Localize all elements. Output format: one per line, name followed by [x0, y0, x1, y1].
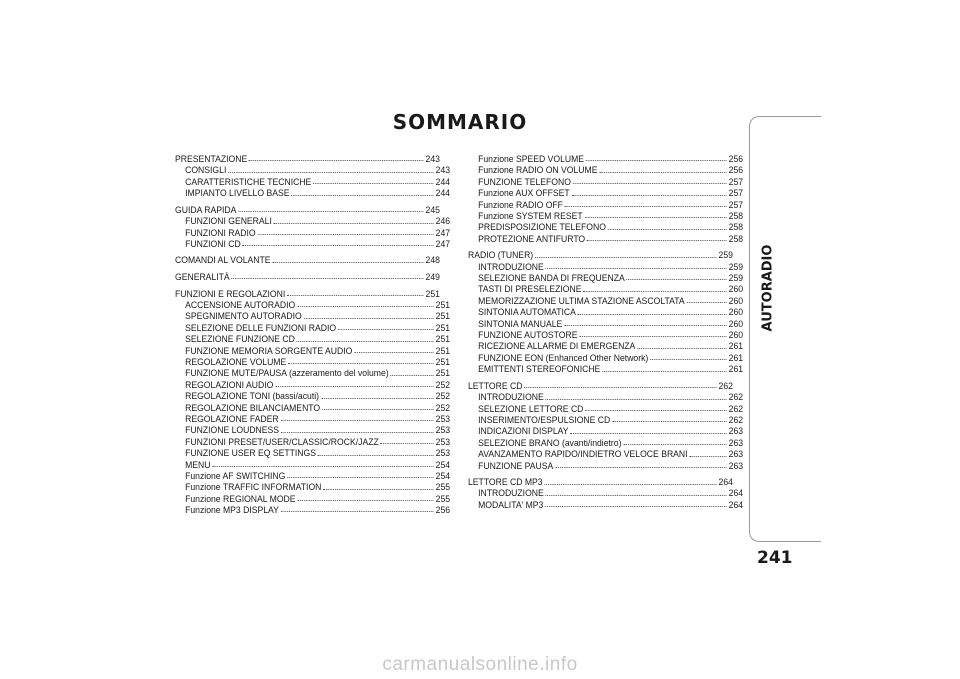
toc-entry-page: 253 [435, 447, 451, 459]
toc-entry-page: 246 [435, 215, 451, 227]
toc-entry-label: MENU [185, 458, 211, 470]
toc-entry[interactable] [468, 448, 743, 459]
toc-entry[interactable] [468, 340, 743, 351]
toc-entry-page: 262 [728, 391, 744, 403]
dot-leader [585, 410, 727, 411]
toc-entry-page: 256 [728, 152, 744, 164]
toc-entry[interactable] [175, 299, 450, 310]
toc-entry[interactable] [468, 329, 743, 340]
toc-entry-label: INTRODUZIONE [478, 260, 544, 272]
dot-leader [612, 421, 727, 422]
toc-entry-page: 256 [728, 164, 744, 176]
toc-entry[interactable] [468, 272, 743, 283]
toc-entry-label: INTRODUZIONE [478, 487, 544, 499]
toc-entry-label: SELEZIONE BRANO (avanti/indietro) [478, 436, 622, 448]
watermark: carmanualsonline.info [382, 654, 578, 675]
dot-leader [608, 229, 727, 230]
dot-leader [272, 262, 423, 263]
toc-entry-label: FUNZIONI GENERALI [185, 215, 272, 227]
toc-entry[interactable] [468, 403, 743, 414]
dot-leader [212, 466, 433, 467]
dot-leader [228, 172, 434, 173]
toc-entry-page: 259 [728, 272, 744, 284]
toc-entry-label: INDICAZIONI DISPLAY [478, 425, 569, 437]
toc-entry[interactable] [468, 164, 743, 175]
toc-entry-label: GUIDA RAPIDA [175, 203, 237, 215]
toc-entry-label: RICEZIONE ALLARME DI EMERGENZA [478, 340, 636, 352]
toc-entry-page: 253 [435, 424, 451, 436]
dot-leader [583, 291, 727, 292]
toc-entry-label: EMITTENTI STEREOFONICHE [478, 363, 601, 375]
toc-entry[interactable] [175, 204, 440, 215]
toc-entry-label: RADIO (TUNER) [468, 249, 534, 261]
dot-leader [587, 240, 727, 241]
dot-leader [578, 314, 727, 315]
toc-entry-label: FUNZIONE USER EQ SETTINGS [185, 447, 316, 459]
toc-entry-label: COMANDI AL VOLANTE [175, 254, 271, 266]
toc-entry-page: 247 [435, 237, 451, 249]
dot-leader [287, 295, 424, 296]
toc-entry-label: FUNZIONI RADIO [185, 226, 256, 238]
dot-leader [281, 432, 434, 433]
toc-entry[interactable] [175, 153, 440, 164]
toc-entry-page: 257 [728, 198, 744, 210]
toc-entry-page: 263 [728, 448, 744, 460]
dot-leader [249, 160, 424, 161]
toc-entry-page: 243 [435, 164, 451, 176]
toc-entry[interactable] [175, 424, 450, 435]
dot-leader [546, 268, 727, 269]
toc-entry[interactable] [175, 215, 450, 226]
toc-entry-page: 243 [425, 152, 440, 164]
toc-entry[interactable] [175, 413, 450, 424]
dot-leader [318, 455, 434, 456]
toc-entry[interactable] [175, 164, 450, 175]
toc-entry-label: REGOLAZIONE TONI (bassi/acuti) [185, 390, 320, 402]
dot-leader [602, 371, 727, 372]
toc-entry-label: CONSIGLI [185, 164, 227, 176]
toc-entry[interactable] [175, 187, 450, 198]
dot-leader [573, 183, 727, 184]
dot-leader [313, 183, 434, 184]
toc-entry[interactable] [468, 318, 743, 329]
dot-leader [637, 348, 727, 349]
toc-entry-page: 261 [728, 340, 744, 352]
toc-entry-page: 261 [728, 363, 744, 375]
toc-entry-page: 263 [728, 425, 744, 437]
toc-entry-label: PRESENTAZIONE [175, 152, 248, 164]
toc-entry-page: 262 [718, 379, 733, 391]
toc-entry-label: INSERIMENTO/ESPULSIONE CD [478, 413, 611, 425]
toc-entry-page: 247 [435, 226, 451, 238]
dot-leader [579, 336, 727, 337]
toc-entry-page: 253 [435, 412, 451, 424]
toc-left-column [175, 152, 451, 516]
dot-leader [321, 398, 434, 399]
dot-leader [275, 386, 434, 387]
dot-leader [545, 506, 727, 507]
toc-entry[interactable] [468, 210, 743, 221]
toc-entry[interactable] [468, 391, 743, 402]
toc-entry-page: 251 [435, 321, 451, 333]
dot-leader [322, 409, 434, 410]
toc-entry[interactable] [468, 499, 743, 510]
toc-entry-page: 258 [728, 232, 744, 244]
dot-leader [238, 211, 424, 212]
toc-entry-page: 244 [435, 175, 451, 187]
toc-entry[interactable] [175, 345, 450, 356]
dot-leader [274, 223, 434, 224]
toc-entry-label: MEMORIZZAZIONE ULTIMA STAZIONE ASCOLTATA [478, 294, 685, 306]
toc-entry-page: 244 [435, 187, 451, 199]
toc-entry-page: 260 [728, 329, 744, 341]
toc-entry-label: FUNZIONI E REGOLAZIONI [175, 287, 286, 299]
toc-entry-label: SELEZIONE BANDA DI FREQUENZA [478, 272, 625, 284]
toc-entry-page: 257 [728, 187, 744, 199]
toc-entry[interactable] [175, 493, 450, 504]
dot-leader [297, 341, 434, 342]
toc-entry-label: SELEZIONE DELLE FUNZIONI RADIO [185, 321, 337, 333]
toc-entry-label: PREDISPOSIZIONE TELEFONO [478, 221, 606, 233]
toc-entry[interactable] [468, 306, 743, 317]
toc-entry[interactable] [175, 436, 450, 447]
toc-entry[interactable] [175, 390, 450, 401]
toc-entry[interactable] [468, 199, 743, 210]
toc-entry-label: Funzione AF SWITCHING [185, 469, 286, 481]
toc-entry-label: Funzione MP3 DISPLAY [185, 504, 279, 516]
toc-entry-page: 255 [435, 492, 451, 504]
toc-entry-page: 260 [728, 283, 744, 295]
toc-entry-label: REGOLAZIONE FADER [185, 412, 279, 424]
toc-entry-page: 258 [728, 221, 744, 233]
dot-leader [297, 306, 434, 307]
toc-entry[interactable] [175, 227, 450, 238]
toc-entry-label: LETTORE CD [468, 379, 523, 391]
dot-leader [565, 206, 727, 207]
toc-entry-label: SINTONIA MANUALE [478, 317, 563, 329]
toc-entry-page: 251 [435, 333, 451, 345]
toc-entry-label: TASTI DI PRESELEZIONE [478, 283, 582, 295]
toc-entry-page: 254 [435, 469, 451, 481]
toc-entry-page: 260 [728, 306, 744, 318]
dot-leader [584, 217, 726, 218]
toc-entry[interactable] [468, 352, 743, 363]
toc-entry-page: 251 [435, 344, 451, 356]
toc-entry-page: 255 [435, 481, 451, 493]
section-side-tab [757, 228, 779, 348]
dot-leader [627, 279, 727, 280]
toc-entry-page: 264 [728, 498, 744, 510]
dot-leader [280, 420, 433, 421]
dot-leader [586, 160, 727, 161]
toc-right-column [468, 152, 744, 510]
toc-entry[interactable] [468, 249, 733, 260]
dot-leader [544, 484, 716, 485]
toc-entry[interactable] [175, 310, 450, 321]
toc-entry-page: 262 [728, 413, 744, 425]
toc-entry[interactable] [468, 414, 743, 425]
toc-entry-page: 252 [435, 378, 451, 390]
toc-entry[interactable] [175, 333, 450, 344]
toc-entry[interactable] [175, 447, 450, 458]
toc-entry-label: SINTONIA AUTOMATICA [478, 306, 576, 318]
toc-entry-page: 251 [435, 355, 451, 367]
toc-entry-page: 253 [435, 435, 451, 447]
toc-entry[interactable] [175, 367, 450, 378]
toc-entry[interactable] [468, 488, 743, 499]
toc-entry-label: FUNZIONE MUTE/PAUSA (azzeramento del volume) [185, 367, 389, 379]
toc-entry-label: REGOLAZIONE BILANCIAMENTO [185, 401, 321, 413]
toc-entry-label: INTRODUZIONE [478, 391, 544, 403]
dot-leader [535, 257, 717, 258]
toc-entry-label: FUNZIONE AUTOSTORE [478, 329, 578, 341]
dot-leader [572, 195, 727, 196]
toc-entry-label: ACCENSIONE AUTORADIO [185, 299, 296, 311]
toc-entry[interactable] [468, 176, 743, 187]
section-side-label: AUTORADIO [760, 244, 776, 332]
toc-entry-page: 264 [728, 487, 744, 499]
dot-leader [650, 359, 727, 360]
dot-leader [623, 444, 727, 445]
toc-entry-page: 259 [728, 260, 744, 272]
dot-leader [570, 433, 726, 434]
toc-entry[interactable] [468, 437, 743, 448]
toc-entry[interactable] [468, 153, 743, 164]
toc-entry-label: FUNZIONE TELEFONO [478, 175, 571, 187]
toc-entry-page: 249 [425, 271, 440, 283]
toc-entry[interactable] [468, 187, 743, 198]
toc-entry-page: 260 [728, 294, 744, 306]
dot-leader [546, 399, 727, 400]
toc-entry-label: Funzione REGIONAL MODE [185, 492, 296, 504]
toc-entry[interactable] [468, 283, 743, 294]
toc-entry[interactable] [175, 379, 450, 390]
toc-entry-label: GENERALITÀ [175, 271, 230, 283]
toc-entry-page: 251 [435, 299, 451, 311]
toc-entry[interactable] [468, 295, 743, 306]
toc-entry[interactable] [175, 288, 440, 299]
dot-leader [524, 387, 716, 388]
dot-leader [687, 302, 727, 303]
toc-entry[interactable] [175, 176, 450, 187]
toc-entry[interactable] [175, 322, 450, 333]
toc-entry[interactable] [468, 460, 743, 471]
page-title: SOMMARIO [392, 110, 528, 134]
toc-entry[interactable] [468, 363, 743, 374]
toc-entry-page: 259 [718, 249, 733, 261]
toc-entry-page: 251 [425, 287, 440, 299]
toc-entry-page: 252 [435, 390, 451, 402]
dot-leader [555, 467, 727, 468]
dot-leader [304, 318, 434, 319]
toc-entry-label: FUNZIONE MEMORIA SORGENTE AUDIO [185, 344, 353, 356]
toc-entry-page: 263 [728, 436, 744, 448]
toc-entry-page: 261 [728, 351, 744, 363]
dot-leader [291, 195, 434, 196]
dot-leader [391, 375, 434, 376]
toc-entry[interactable] [175, 504, 450, 515]
toc-entry-label: FUNZIONI CD [185, 237, 241, 249]
toc-entry[interactable] [175, 470, 450, 481]
toc-entry-page: 256 [435, 504, 451, 516]
toc-entry-page: 264 [718, 476, 733, 488]
dot-leader [288, 363, 434, 364]
dot-leader [243, 245, 434, 246]
toc-entry[interactable] [175, 356, 450, 367]
toc-entry[interactable] [175, 255, 440, 266]
toc-entry[interactable] [468, 476, 733, 487]
toc-entry-label: LETTORE CD MP3 [468, 476, 543, 488]
dot-leader [231, 278, 423, 279]
toc-entry-label: Funzione RADIO ON VOLUME [478, 164, 598, 176]
toc-entry-page: 258 [728, 209, 744, 221]
dot-leader [381, 443, 434, 444]
dot-leader [297, 500, 433, 501]
toc-entry-page: 260 [728, 317, 744, 329]
dot-leader [287, 477, 434, 478]
toc-entry[interactable] [468, 380, 733, 391]
toc-entry-label: REGOLAZIONI AUDIO [185, 378, 274, 390]
toc-entry-label: PROTEZIONE ANTIFURTO [478, 232, 586, 244]
dot-leader [564, 325, 727, 326]
toc-entry-page: 257 [728, 175, 744, 187]
toc-entry[interactable] [175, 238, 450, 249]
toc-entry-page: 245 [425, 203, 440, 215]
toc-entry-label: FUNZIONE EON (Enhanced Other Network) [478, 351, 649, 363]
toc-entry-page: 263 [728, 459, 744, 471]
toc-entry-label: SELEZIONE FUNZIONE CD [185, 333, 295, 345]
toc-entry-page: 248 [425, 254, 440, 266]
toc-entry-label: IMPIANTO LIVELLO BASE [185, 187, 290, 199]
dot-leader [281, 511, 434, 512]
toc-entry-label: MODALITA' MP3 [478, 498, 544, 510]
toc-entry-label: CARATTERISTICHE TECNICHE [185, 175, 312, 187]
dot-leader [323, 489, 434, 490]
toc-entry[interactable] [175, 402, 450, 413]
toc-entry[interactable] [468, 233, 743, 244]
dot-leader [354, 352, 434, 353]
toc-entry[interactable] [175, 481, 450, 492]
toc-entry-label: FUNZIONE PAUSA [478, 459, 554, 471]
dot-leader [338, 329, 434, 330]
toc-entry[interactable] [175, 271, 440, 282]
toc-entry-label: Funzione RADIO OFF [478, 198, 563, 210]
toc-entry-label: FUNZIONE LOUDNESS [185, 424, 280, 436]
toc-entry-label: SELEZIONE LETTORE CD [478, 402, 584, 414]
toc-entry-label: FUNZIONI PRESET/USER/CLASSIC/ROCK/JAZZ [185, 435, 379, 447]
toc-entry[interactable] [468, 221, 743, 232]
dot-leader [599, 172, 727, 173]
toc-entry-page: 262 [728, 402, 744, 414]
toc-entry-page: 254 [435, 458, 451, 470]
dot-leader [689, 456, 726, 457]
toc-entry-label: Funzione SPEED VOLUME [478, 152, 585, 164]
toc-entry-label: Funzione TRAFFIC INFORMATION [185, 481, 322, 493]
toc-entry-page: 251 [435, 310, 451, 322]
toc-entry[interactable] [175, 459, 450, 470]
dot-leader [257, 234, 433, 235]
toc-entry-label: AVANZAMENTO RAPIDO/INDIETRO VELOCE BRANI [478, 448, 688, 460]
toc-entry-page: 251 [435, 367, 451, 379]
toc-entry-label: Funzione AUX OFFSET [478, 187, 570, 199]
dot-leader [546, 495, 727, 496]
toc-entry-label: Funzione SYSTEM RESET [478, 209, 583, 221]
toc-entry-page: 252 [435, 401, 451, 413]
toc-entry[interactable] [468, 261, 743, 272]
toc-entry[interactable] [468, 425, 743, 436]
toc-entry-label: SPEGNIMENTO AUTORADIO [185, 310, 302, 322]
toc-entry-label: REGOLAZIONE VOLUME [185, 355, 287, 367]
page-number: 241 [757, 548, 793, 568]
